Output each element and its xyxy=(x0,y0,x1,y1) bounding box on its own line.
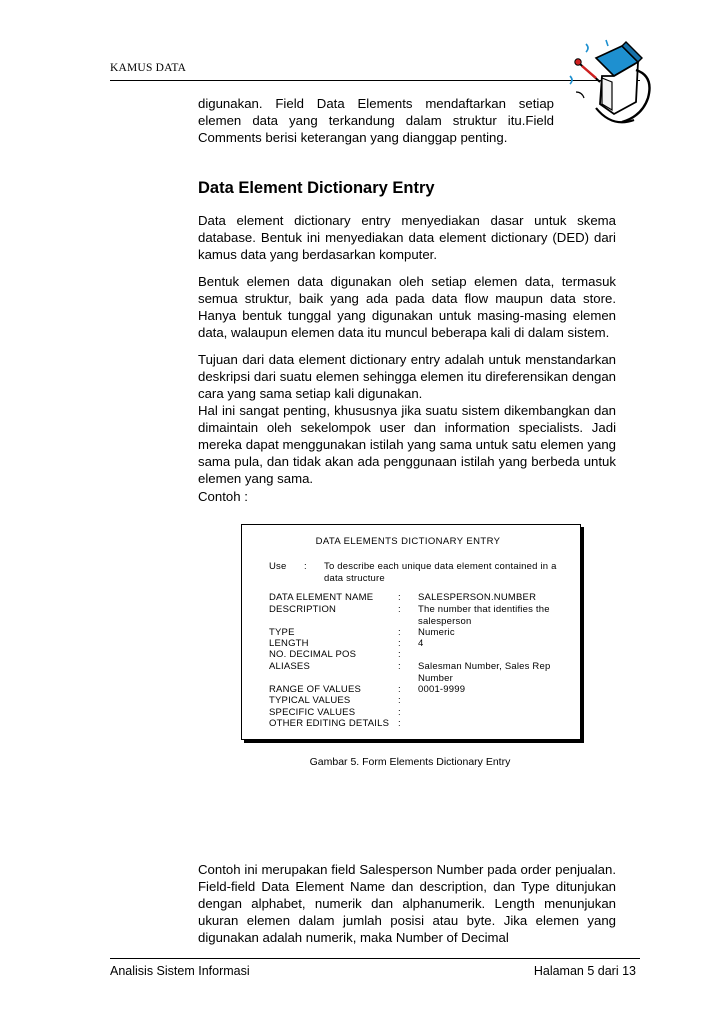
figure-caption: Gambar 5. Form Elements Dictionary Entry xyxy=(309,756,511,768)
form-row-label: OTHER EDITING DETAILS xyxy=(269,718,390,729)
data-element-dictionary-form xyxy=(241,524,581,740)
paragraph-2: Bentuk elemen data digunakan oleh setiap elemen data, termasuk semua struktur, baik yang ada pada data flow maupun data store. Hanya bentuk tunggal yang digunakan untuk masing-masing elemen data, walaupun elemen data itu muncul beberapa kali di dalam sistem. xyxy=(198,274,616,340)
form-row-label: LENGTH xyxy=(269,638,309,649)
form-row-label: ALIASES xyxy=(269,661,311,672)
form-row-value: 0001-9999 xyxy=(418,684,466,695)
form-row-label: NO. DECIMAL POS xyxy=(269,649,357,660)
form-row-value: SALESPERSON.NUMBER xyxy=(418,592,537,603)
paragraph-4: Hal ini sangat penting, khususnya jika suatu sistem dikembangkan dan dimaintain oleh sekelompok user dan information specialists. Jadi mereka dapat menggunakan istilah yang sama untuk satu elemen yang sama pula, dan tidak akan ada penggunaan istilah yang berbeda untuk elemen yang sama. xyxy=(198,403,616,486)
paragraph-3: Tujuan dari data element dictionary entry adalah untuk menstandarkan deskripsi dari suatu elemen sehingga elemen itu direferensikan dengan cara yang sama setiap kali digunakan. xyxy=(198,352,616,401)
form-title: DATA ELEMENTS DICTIONARY ENTRY xyxy=(315,536,501,547)
form-row-label: SPECIFIC VALUES xyxy=(269,707,356,718)
form-row-value: Numeric xyxy=(418,627,455,638)
footer-page-number: Halaman 5 dari 13 xyxy=(533,964,636,978)
form-row-label: DATA ELEMENT NAME xyxy=(269,592,374,603)
footer-rule xyxy=(110,958,640,959)
form-row-separator: : xyxy=(398,684,401,695)
use-label: Use xyxy=(269,561,287,572)
form-row-separator: : xyxy=(398,627,401,638)
intro-paragraph: digunakan. Field Data Elements mendaftarkan setiap elemen data yang terkandung dalam struktur itu.Field Comments berisi keterangan yang dianggap penting. xyxy=(198,96,554,145)
form-row-value: Salesman Number, Sales Rep Number xyxy=(418,661,551,684)
form-row-separator: : xyxy=(398,604,401,615)
form-row-separator: : xyxy=(398,638,401,649)
footer-left: Analisis Sistem Informasi xyxy=(110,964,250,978)
form-row-value: 4 xyxy=(418,638,424,649)
use-separator: : xyxy=(304,561,307,572)
paragraph-1: Data element dictionary entry menyediakan dasar untuk skema database. Bentuk ini menyediakan data element dictionary (DED) dari kamus data yang berdasarkan komputer. xyxy=(198,213,616,262)
closing-paragraph: Contoh ini merupakan field Salesperson Number pada order penjualan. Field-field Data Element Name dan description, dan Type ditunjukan dengan alphabet, numerik dan alphanumerik. Length menunjukan ukuran elemen dalam jumlah posisi atau byte. Jika elemen yang digunakan adalah numerik, maka Number of Decimal xyxy=(198,862,616,945)
form-row-separator: : xyxy=(398,695,401,706)
form-row-label: TYPICAL VALUES xyxy=(269,695,351,706)
example-label: Contoh : xyxy=(198,489,248,504)
use-value: To describe each unique data element contained in a data structure xyxy=(324,561,557,584)
form-row-separator: : xyxy=(398,592,401,603)
form-row-separator: : xyxy=(398,718,401,729)
form-row-separator: : xyxy=(398,707,401,718)
form-row-label: DESCRIPTION xyxy=(269,604,337,615)
header-title: KAMUS DATA xyxy=(110,62,187,74)
form-row-separator: : xyxy=(398,649,401,660)
form-row-value: The number that identifies the salesperson xyxy=(418,604,550,627)
form-row-label: TYPE xyxy=(269,627,295,638)
form-row-label: RANGE OF VALUES xyxy=(269,684,362,695)
computer-thermometer-clipart-icon xyxy=(556,36,666,132)
form-row-separator: : xyxy=(398,661,401,672)
section-heading: Data Element Dictionary Entry xyxy=(198,179,435,197)
